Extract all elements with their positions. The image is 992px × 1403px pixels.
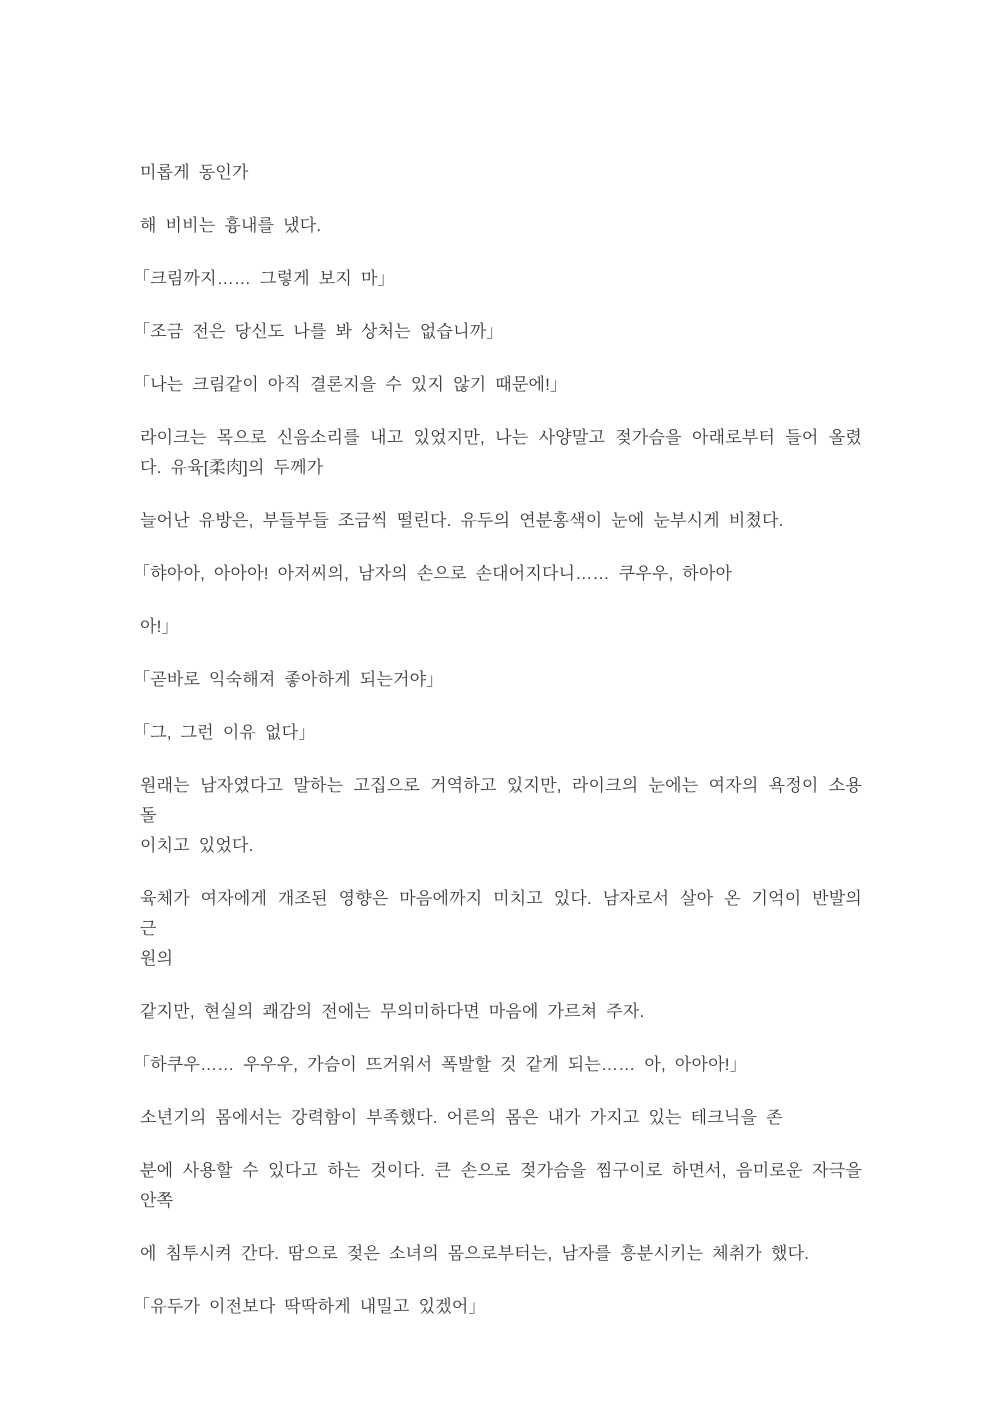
paragraph: [140, 211, 862, 241]
paragraph: [140, 612, 862, 642]
text-line: 원의: [140, 949, 174, 968]
paragraph: [140, 506, 862, 536]
paragraph: [133, 559, 862, 589]
paragraph: [140, 1103, 862, 1133]
text-line: 「그, 그런 이유 없다」: [133, 723, 316, 742]
text-line: 같지만, 현실의 쾌감의 전에는 무의미하다면 마음에 가르쳐 주자.: [140, 1002, 645, 1021]
paragraph: [140, 423, 862, 483]
text-line: 육체가 여자에게 개조된 영향은 마음에까지 미치고 있다. 남자로서 살아 온 기억이 반발의 근: [140, 889, 862, 938]
paragraph: [140, 771, 862, 861]
text-line: 안쪽: [140, 1191, 174, 1210]
text-line: 원래는 남자였다고 말하는 고집으로 거역하고 있지만, 라이크의 눈에는 여자의 욕정이 소용돌: [140, 776, 862, 825]
document-content: [133, 158, 862, 1322]
text-line: 「유두가 이전보다 딱딱하게 내밀고 있겠어」: [133, 1297, 486, 1316]
text-line: 「조금 전은 당신도 나를 봐 상처는 없습니까」: [133, 322, 504, 341]
text-line: 「하쿠우…… 우우우, 가슴이 뜨거워서 폭발할 것 같게 되는…… 아, 아아아!」: [133, 1055, 747, 1074]
text-line: 에 침투시켜 간다. 땀으로 젖은 소녀의 몸으로부터는, 남자를 흥분시키는 체취가 했다.: [140, 1244, 810, 1263]
paragraph: [133, 1050, 862, 1080]
paragraph: [140, 997, 862, 1027]
paragraph: [140, 1156, 862, 1216]
text-line: 다. 유육[柔肉]의 두께가: [140, 458, 324, 477]
text-line: 라이크는 목으로 신음소리를 내고 있었지만, 나는 사양말고 젖가슴을 아래로부터 들어 올렸: [140, 428, 862, 447]
paragraph: [140, 884, 862, 974]
text-line: 「곧바로 익숙해져 좋아하게 되는거야」: [133, 670, 444, 689]
text-line: 소년기의 몸에서는 강력함이 부족했다. 어른의 몸은 내가 가지고 있는 테크닉을 존: [140, 1108, 783, 1127]
text-line: 「크림까지…… 그렇게 보지 마」: [133, 269, 395, 288]
paragraph: [133, 718, 862, 748]
paragraph: [133, 264, 862, 294]
text-line: 이치고 있었다.: [140, 836, 254, 855]
text-line: 미롭게 동인가: [140, 163, 249, 182]
paragraph: [133, 370, 862, 400]
paragraph: [133, 665, 862, 695]
paragraph: [133, 317, 862, 347]
text-line: 「햐아아, 아아아! 아저씨의, 남자의 손으로 손대어지다니…… 쿠우우, 하아아: [133, 564, 733, 583]
text-line: 늘어난 유방은, 부들부들 조금씩 떨린다. 유두의 연분홍색이 눈에 눈부시게 비쳤다.: [140, 511, 784, 530]
text-line: 「나는 크림같이 아직 결론지을 수 있지 않기 때문에!」: [133, 375, 568, 394]
paragraph: [140, 158, 862, 188]
text-line: 해 비비는 흉내를 냈다.: [140, 216, 322, 235]
text-line: 분에 사용할 수 있다고 하는 것이다. 큰 손으로 젖가슴을 찜구이로 하면서, 음미로운 자극을: [140, 1161, 862, 1180]
text-line: 아!」: [140, 617, 179, 636]
paragraph: [140, 1239, 862, 1269]
paragraph: [133, 1292, 862, 1322]
